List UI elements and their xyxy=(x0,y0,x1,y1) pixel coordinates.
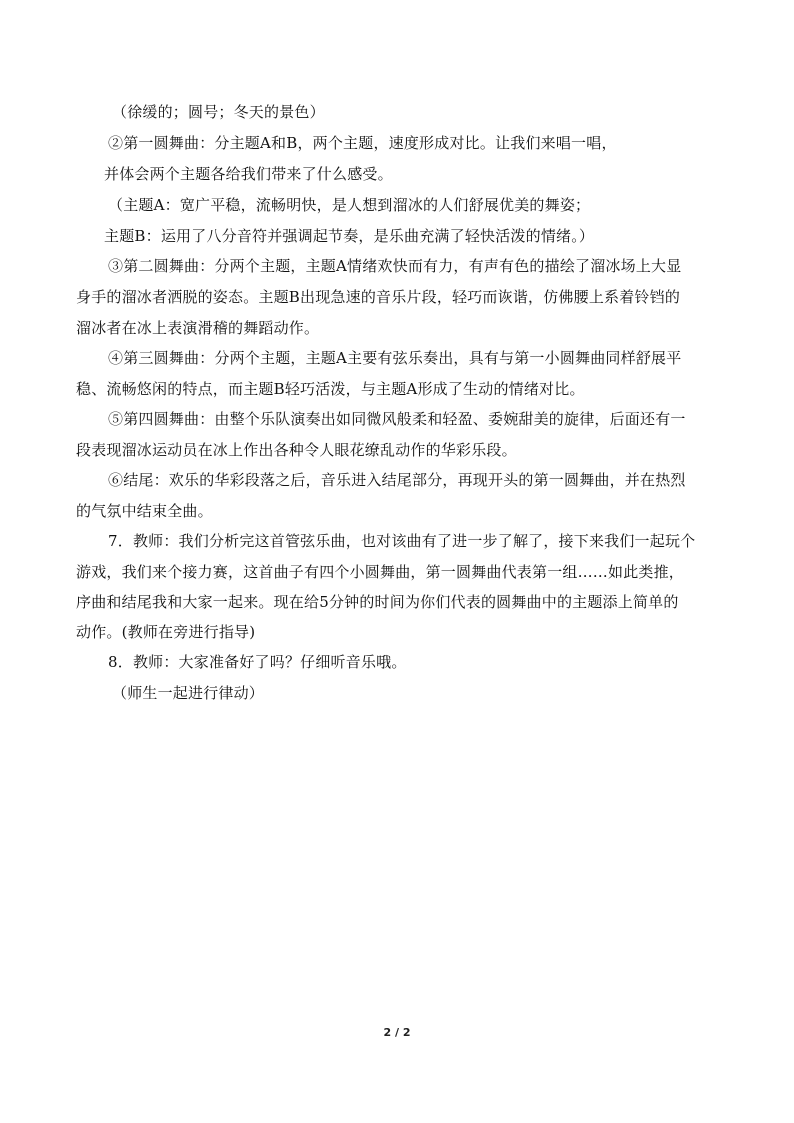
text-line: 8．教师：大家准备好了吗？仔细听音乐哦。 xyxy=(108,653,407,671)
text-line: 身手的溜冰者洒脱的姿态。主题B出现急速的音乐片段，轻巧而诙谐，仿佛腰上系着铃铛的 xyxy=(76,288,681,306)
text-line: 稳、流畅悠闲的特点，而主题B轻巧活泼，与主题A形成了生动的情绪对比。 xyxy=(76,380,585,398)
text-line: 溜冰者在冰上表演滑稽的舞蹈动作。 xyxy=(76,319,320,337)
page-number: 2 / 2 xyxy=(383,1026,411,1039)
text-line: ⑥结尾：欢乐的华彩段落之后，音乐进入结尾部分，再现开头的第一圆舞曲，并在热烈 xyxy=(108,471,686,489)
text-line: 游戏，我们来个接力赛，这首曲子有四个小圆舞曲，第一圆舞曲代表第一组……如此类推， xyxy=(76,563,685,581)
text-line: 的气氛中结束全曲。 xyxy=(76,502,213,520)
text-line: （师生一起进行律动） xyxy=(112,684,265,702)
text-line: 段表现溜冰运动员在冰上作出各种令人眼花缭乱动作的华彩乐段。 xyxy=(76,441,517,459)
text-line: ⑤第四圆舞曲：由整个乐队演奏出如同微风般柔和轻盈、委婉甜美的旋律，后面还有一 xyxy=(108,410,686,428)
text-line: ③第二圆舞曲：分两个主题，主题A情绪欢快而有力，有声有色的描绘了溜冰场上大显 xyxy=(108,257,682,275)
text-line: 7．教师：我们分析完这首管弦乐曲，也对该曲有了进一步了解了，接下来我们一起玩个 xyxy=(108,532,696,550)
text-line: 动作。(教师在旁进行指导) xyxy=(76,623,256,641)
text-line: 序曲和结尾我和大家一起来。现在给5分钟的时间为你们代表的圆舞曲中的主题添上简单的 xyxy=(76,593,679,611)
text-line: 并体会两个主题各给我们带来了什么感受。 xyxy=(104,165,393,183)
text-line: （徐缓的；圆号；冬天的景色） xyxy=(112,103,325,121)
text-line: （主题A：宽广平稳，流畅明快，是人想到溜冰的人们舒展优美的舞姿； xyxy=(108,196,591,214)
text-line: ④第三圆舞曲：分两个主题，主题A主要有弦乐奏出，具有与第一小圆舞曲同样舒展平 xyxy=(108,349,682,367)
text-line: ②第一圆舞曲：分主题A和B，两个主题，速度形成对比。让我们来唱一唱， xyxy=(108,134,617,152)
text-line: 主题B：运用了八分音符并强调起节奏，是乐曲充满了轻快活泼的情绪。） xyxy=(104,227,595,245)
